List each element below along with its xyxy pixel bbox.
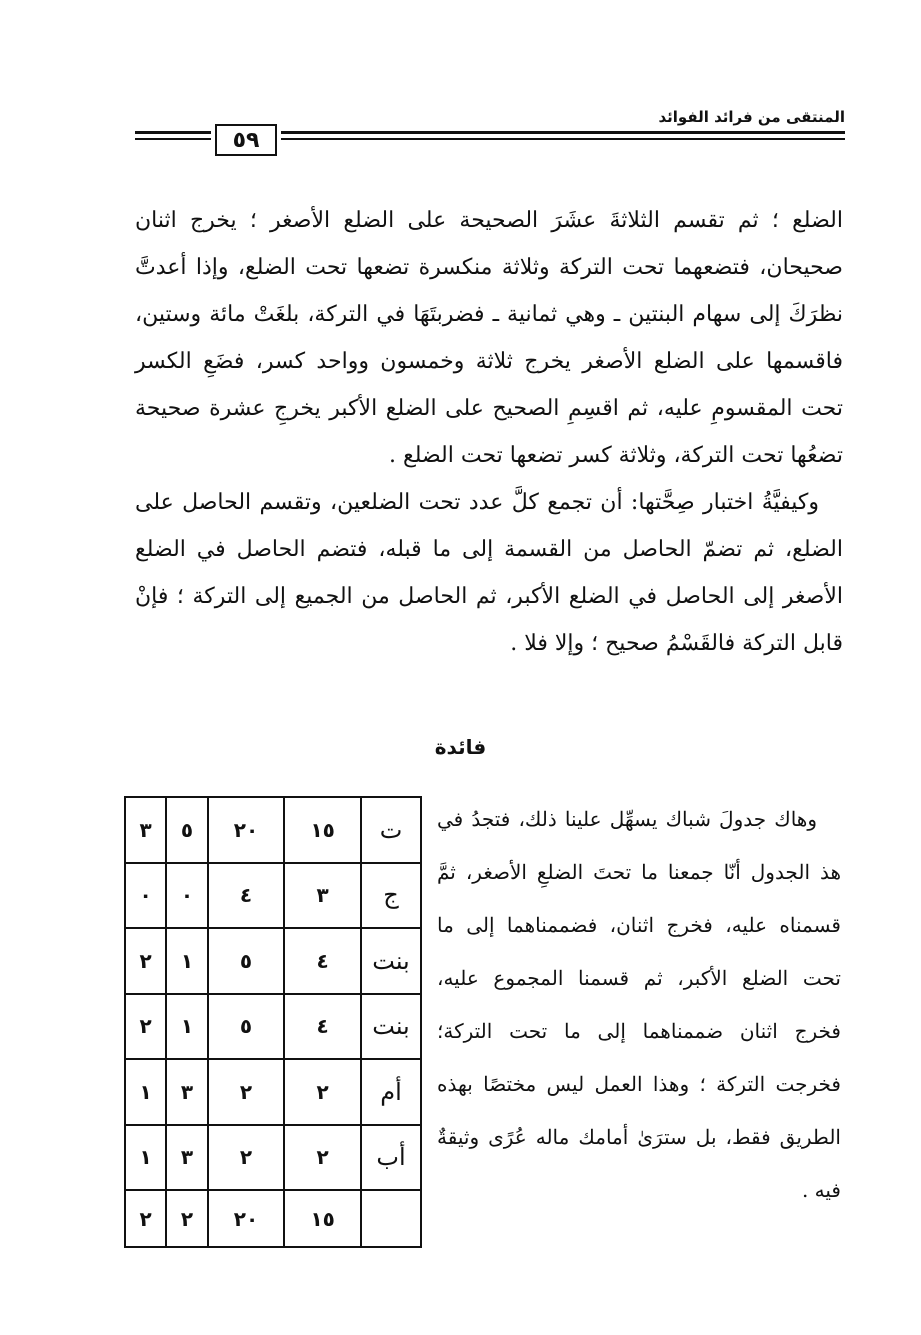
table-cell: ٣ [284, 863, 361, 929]
header-rule-left-top [135, 131, 211, 134]
table-cell: ٣ [166, 1125, 207, 1191]
table-cell: ٢٠ [208, 1190, 285, 1247]
table-cell: ١٥ [284, 1190, 361, 1247]
table-cell: ٣ [166, 1059, 207, 1125]
table-cell: ٤ [208, 863, 285, 929]
table-cell: ٢ [125, 994, 166, 1060]
table-cell: ٢ [284, 1125, 361, 1191]
table-cell: بنت [361, 928, 421, 994]
header-rule-right-top [281, 131, 845, 134]
table-cell: ١٥ [284, 797, 361, 863]
table-cell: ت [361, 797, 421, 863]
table-row [125, 1190, 421, 1247]
table-cell: ج [361, 863, 421, 929]
book-title: المنتقى من فرائد الفوائد [658, 108, 845, 126]
table-row [125, 928, 421, 994]
section-title: فائدة [434, 735, 487, 759]
page-header [135, 108, 845, 158]
header-rule-left-bottom [135, 138, 211, 140]
table-cell: ٠ [166, 863, 207, 929]
table-cell: ٥ [208, 994, 285, 1060]
paragraph-1: الضلع ؛ ثم تقسم الثلاثةَ عشَرَ الصحيحة على الضلع الأصغر ؛ يخرج اثنان صحيحان، فتضعهما تحت التركة وثلاثة منكسرة تضعها تحت الضلع، وإذا أعدتَّ نظرَكَ إلى سهام البنتين ـ وهي ثمانية ـ فضربتَهَا في التركة، بلغَتْ مائة وستين، فاقسمها على الضلع الأصغر يخرج ثلاثة وخمسون وواحد كسر، فضَعِ الكسر تحت المقسومِ عليه، ثم اقسِمِ الصحيح على الضلع الأكبر يخرجِ عشرة صحيحة تضعُها تحت التركة، وثلاثة كسر تضعها تحت الضلع . [135, 208, 843, 468]
table-cell: ٠ [125, 863, 166, 929]
table-row [125, 1059, 421, 1125]
table-cell: ٤ [284, 994, 361, 1060]
paragraph-2: وكيفيَّةُ اختبار صِحَّتها: أن تجمع كلَّ عدد تحت الضلعين، وتقسم الحاصل على الضلع، ثم تضمّ الحاصل من القسمة إلى ما قبله، فتضم الحاصل في الضلع الأصغر إلى الحاصل في الضلع الأكبر، ثم الحاصل من الجميع إلى التركة ؛ فإنْ قابل التركة فالقَسْمُ صحيح ؛ وإلا فلا . [135, 490, 843, 656]
table-cell: أب [361, 1125, 421, 1191]
table-cell: ١ [125, 1125, 166, 1191]
table-cell: ٤ [284, 928, 361, 994]
inheritance-grid-table [124, 796, 422, 1248]
table-row [125, 863, 421, 929]
table-cell: ١ [166, 928, 207, 994]
table-cell: ٢ [208, 1059, 285, 1125]
page-number: ٥٩ [215, 124, 277, 156]
table-cell: ٥ [166, 797, 207, 863]
table-row [125, 1125, 421, 1191]
table-cell: ٢٠ [208, 797, 285, 863]
table-row [125, 797, 421, 863]
table-cell: ٢ [125, 1190, 166, 1247]
main-text [135, 197, 843, 667]
table-cell: ١ [125, 1059, 166, 1125]
table-cell: ٢ [166, 1190, 207, 1247]
table-cell: بنت [361, 994, 421, 1060]
table-cell: ٢ [284, 1059, 361, 1125]
header-rule-right-bottom [281, 138, 845, 140]
table-cell: ٢ [208, 1125, 285, 1191]
table-cell: ١ [166, 994, 207, 1060]
table-cell: ٥ [208, 928, 285, 994]
section-text [437, 793, 841, 1217]
table-cell: ٢ [125, 928, 166, 994]
table-cell [361, 1190, 421, 1247]
section-paragraph: وهاك جدولَ شباك يسهِّل علينا ذلك، فتجدُ في هذ الجدول أنّا جمعنا ما تحتَ الضلعِ الأصغر، ثمَّ قسمناه عليه، فخرج اثنان، فضممناهما إلى ما تحت الضلع الأكبر، ثم قسمنا المجموع عليه، فخرج اثنان ضممناهما إلى ما تحت التركة؛ فخرجت التركة ؛ وهذا العمل ليس مختصًا بهذه الطريق فقط، بل سترَىٰ أمامك ماله عُرًى وثيقةٌ فيه . [437, 807, 841, 1202]
table-cell: أم [361, 1059, 421, 1125]
table-cell: ٣ [125, 797, 166, 863]
table-row [125, 994, 421, 1060]
